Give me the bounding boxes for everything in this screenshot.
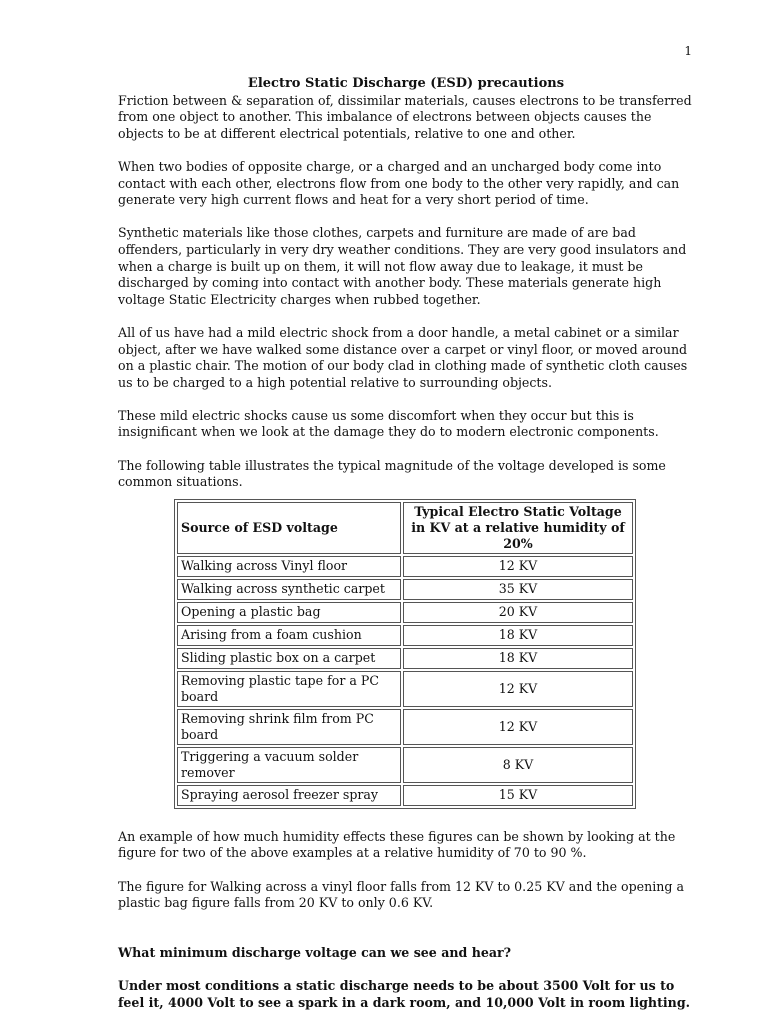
- table-cell-voltage: 12 KV: [403, 671, 633, 707]
- paragraph-mild-shock: All of us have had a mild electric shock from a door handle, a metal cabinet or a similar object, after we have walked some distance over a carpet or vinyl floor, or moved around on a plastic chair. The motion of our body clad in clothing made of synthetic cloth causes us to be charged to a high potential relative to surrounding objects.: [118, 324, 688, 390]
- table-row: [177, 709, 633, 745]
- paragraph-discomfort: These mild electric shocks cause us some discomfort when they occur but this is insignificant when we look at the damage they do to modern electronic components.: [118, 407, 659, 440]
- table-cell-source: Spraying aerosol freezer spray: [177, 785, 401, 806]
- spacer: [118, 928, 694, 945]
- paragraph-opposite-charge: When two bodies of opposite charge, or a charged and an uncharged body come into contact with each other, electrons flow from one body to the other very rapidly, and can generate very high current flows and heat for a very short period of time.: [118, 158, 680, 208]
- table-cell-voltage: 15 KV: [403, 785, 633, 806]
- table-row: [177, 556, 633, 577]
- table-cell-source: Walking across synthetic carpet: [177, 579, 401, 600]
- table-row: [177, 785, 633, 806]
- paragraph-synthetic-materials: Synthetic materials like those clothes, carpets and furniture are made of are bad offenders, particularly in very dry weather conditions. They are very good insulators and when a charge is built up on them, it will not flow away due to leakage, it must be discharged by coming into contact with another body. These materials generate high voltage Static Electricity charges when rubbed together.: [118, 225, 687, 307]
- answer-paragraph: Under most conditions a static discharge needs to be about 3500 Volt for us to feel it, 4000 Volt to see a spark in a dark room, and 10,000 Volt in room lighting.: [118, 978, 691, 1010]
- table-cell-source: Removing plastic tape for a PC board: [177, 671, 401, 707]
- table-cell-source: Sliding plastic box on a carpet: [177, 648, 401, 669]
- table-cell-source: Triggering a vacuum solder remover: [177, 747, 401, 783]
- table-row: [177, 602, 633, 623]
- table-cell-voltage: 8 KV: [403, 747, 633, 783]
- table-cell-voltage: 18 KV: [403, 648, 633, 669]
- table-cell-voltage: 20 KV: [403, 602, 633, 623]
- question-heading: What minimum discharge voltage can we see and hear?: [118, 945, 512, 960]
- table-header-voltage: Typical Electro Static Voltage in KV at a relative humidity of 20%: [403, 502, 633, 554]
- page-number: 1: [684, 44, 692, 58]
- table-cell-voltage: 35 KV: [403, 579, 633, 600]
- paragraph-humidity-example: An example of how much humidity effects these figures can be shown by looking at the figure for two of the above examples at a relative humidity of 70 to 90 %.: [118, 828, 676, 861]
- paragraph-friction: Friction between & separation of, dissimilar materials, causes electrons to be transferred from one object to another. This imbalance of electrons between objects causes the objects to be at different electrical potentials, relative to one and other.: [118, 92, 692, 141]
- document-body: [118, 76, 694, 1028]
- table-row: [177, 648, 633, 669]
- paragraph-humidity-figures: The figure for Walking across a vinyl floor falls from 12 KV to 0.25 KV and the opening a plastic bag figure falls from 20 KV to only 0.6 KV.: [118, 878, 684, 911]
- table-row: [177, 747, 633, 783]
- table-cell-voltage: 12 KV: [403, 709, 633, 745]
- table-cell-source: Removing shrink film from PC board: [177, 709, 401, 745]
- table-cell-source: Arising from a foam cushion: [177, 625, 401, 646]
- table-cell-source: Walking across Vinyl floor: [177, 556, 401, 577]
- table-header-source: Source of ESD voltage: [177, 502, 401, 554]
- table-row: [177, 671, 633, 707]
- table-header-row: [177, 502, 633, 554]
- table-row: [177, 625, 633, 646]
- table-cell-source: Opening a plastic bag: [177, 602, 401, 623]
- document-title: Electro Static Discharge (ESD) precautions: [247, 76, 565, 91]
- paragraph-table-intro: The following table illustrates the typical magnitude of the voltage developed is some common situations.: [118, 457, 666, 490]
- table-cell-voltage: 12 KV: [403, 556, 633, 577]
- table-row: [177, 579, 633, 600]
- table-cell-voltage: 18 KV: [403, 625, 633, 646]
- esd-voltage-table: [174, 499, 636, 809]
